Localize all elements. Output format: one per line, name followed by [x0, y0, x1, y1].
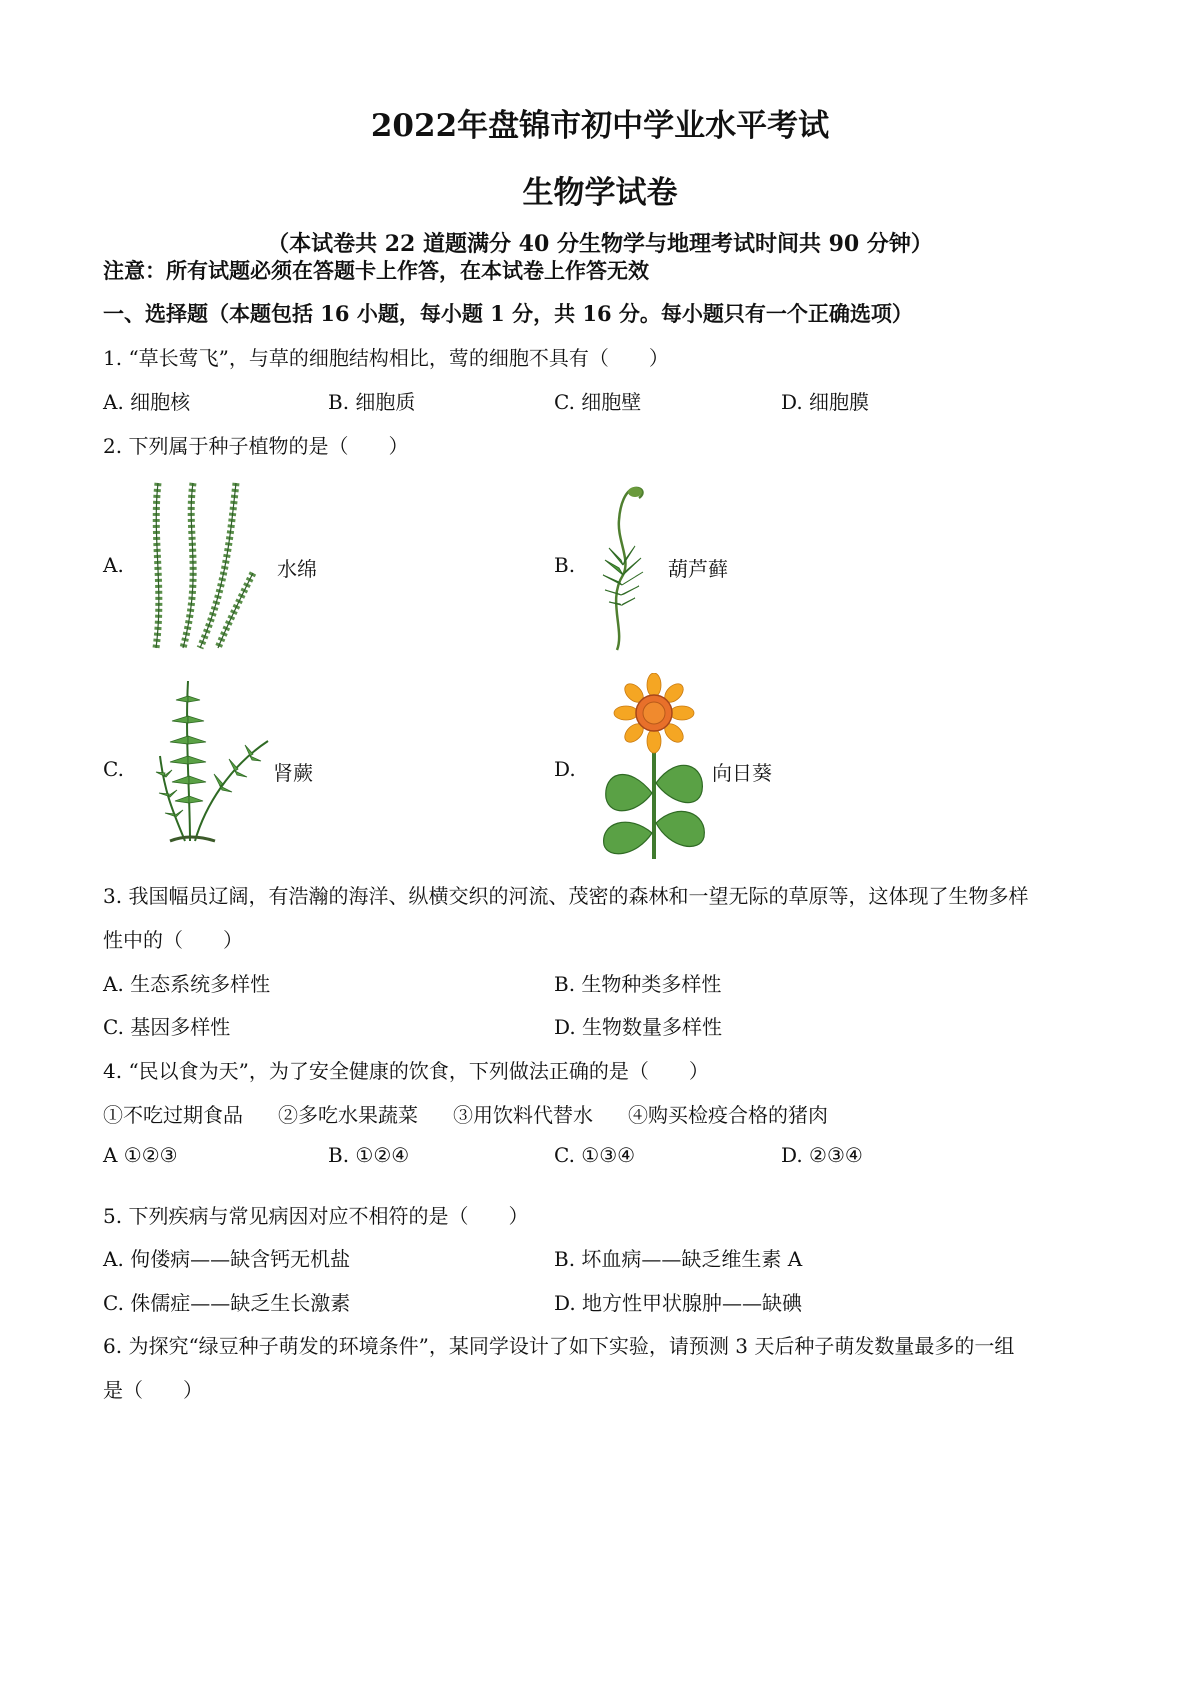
- q5-option-b: B. 坏血病——缺乏维生素 A: [554, 1247, 803, 1271]
- q2-option-a-name: 水绵: [277, 557, 317, 581]
- q1-option-b: B. 细胞质: [328, 390, 416, 414]
- q4-option-a: A ①②③: [103, 1143, 178, 1167]
- q1-stem: 1. “草长莺飞”，与草的细胞结构相比，莺的细胞不具有（ ）: [103, 346, 669, 370]
- sunflower-icon: [598, 673, 710, 861]
- q2-option-c-letter: C.: [103, 757, 124, 781]
- q5-stem: 5. 下列疾病与常见病因对应不相符的是（ ）: [103, 1204, 529, 1228]
- notice: 注意：所有试题必须在答题卡上作答，在本试卷上作答无效: [103, 258, 649, 283]
- q5-option-c: C. 侏儒症——缺乏生长激素: [103, 1291, 351, 1315]
- exam-title: 2022年盘锦市初中学业水平考试: [370, 108, 830, 144]
- moss-icon: [595, 480, 655, 652]
- q3-option-d: D. 生物数量多样性: [554, 1015, 723, 1039]
- q3-option-b: B. 生物种类多样性: [554, 972, 722, 996]
- q5-option-a: A. 佝偻病——缺含钙无机盐: [103, 1247, 351, 1271]
- q2-option-a-letter: A.: [103, 553, 124, 577]
- q4-item-3: ③用饮料代替水: [453, 1103, 593, 1127]
- q4-item-1: ①不吃过期食品: [103, 1103, 243, 1127]
- q4-option-d: D. ②③④: [781, 1143, 863, 1167]
- q2-option-d-name: 向日葵: [712, 761, 772, 785]
- q6-stem-line1: 6. 为探究“绿豆种子萌发的环境条件”，某同学设计了如下实验，请预测 3 天后种子萌发数量最多的一组: [103, 1334, 1015, 1358]
- q4-stem: 4. “民以食为天”，为了安全健康的饮食，下列做法正确的是（ ）: [103, 1059, 709, 1083]
- q5-option-d: D. 地方性甲状腺肿——缺碘: [554, 1291, 803, 1315]
- spirogyra-icon: [138, 478, 268, 653]
- q2-option-c-name: 肾蕨: [273, 761, 313, 785]
- q4-option-c: C. ①③④: [554, 1143, 636, 1167]
- q1-option-d: D. 细胞膜: [781, 390, 870, 414]
- exam-subtitle: 生物学试卷: [522, 175, 678, 211]
- q2-option-b-name: 葫芦藓: [668, 557, 728, 581]
- q2-option-d-letter: D.: [554, 757, 576, 781]
- q4-item-2: ②多吃水果蔬菜: [278, 1103, 418, 1127]
- q3-option-a: A. 生态系统多样性: [103, 972, 271, 996]
- fern-icon: [150, 676, 275, 854]
- q2-stem: 2. 下列属于种子植物的是（ ）: [103, 434, 409, 458]
- exam-note: （本试卷共 22 道题满分 40 分生物学与地理考试时间共 90 分钟）: [267, 231, 933, 257]
- q4-option-b: B. ①②④: [328, 1143, 410, 1167]
- q3-stem-line1: 3. 我国幅员辽阔，有浩瀚的海洋、纵横交织的河流、茂密的森林和一望无际的草原等，这体现了生物多样: [103, 884, 1029, 908]
- q1-option-a: A. 细胞核: [103, 390, 191, 414]
- q3-option-c: C. 基因多样性: [103, 1015, 231, 1039]
- q1-option-c: C. 细胞壁: [554, 390, 642, 414]
- q2-option-b-letter: B.: [554, 553, 576, 577]
- section-heading: 一、选择题（本题包括 16 小题，每小题 1 分，共 16 分。每小题只有一个正确选项）: [103, 301, 913, 326]
- q4-item-4: ④购买检疫合格的猪肉: [628, 1103, 828, 1127]
- q3-stem-line2: 性中的（ ）: [103, 928, 243, 952]
- q6-stem-line2: 是（ ）: [103, 1378, 203, 1402]
